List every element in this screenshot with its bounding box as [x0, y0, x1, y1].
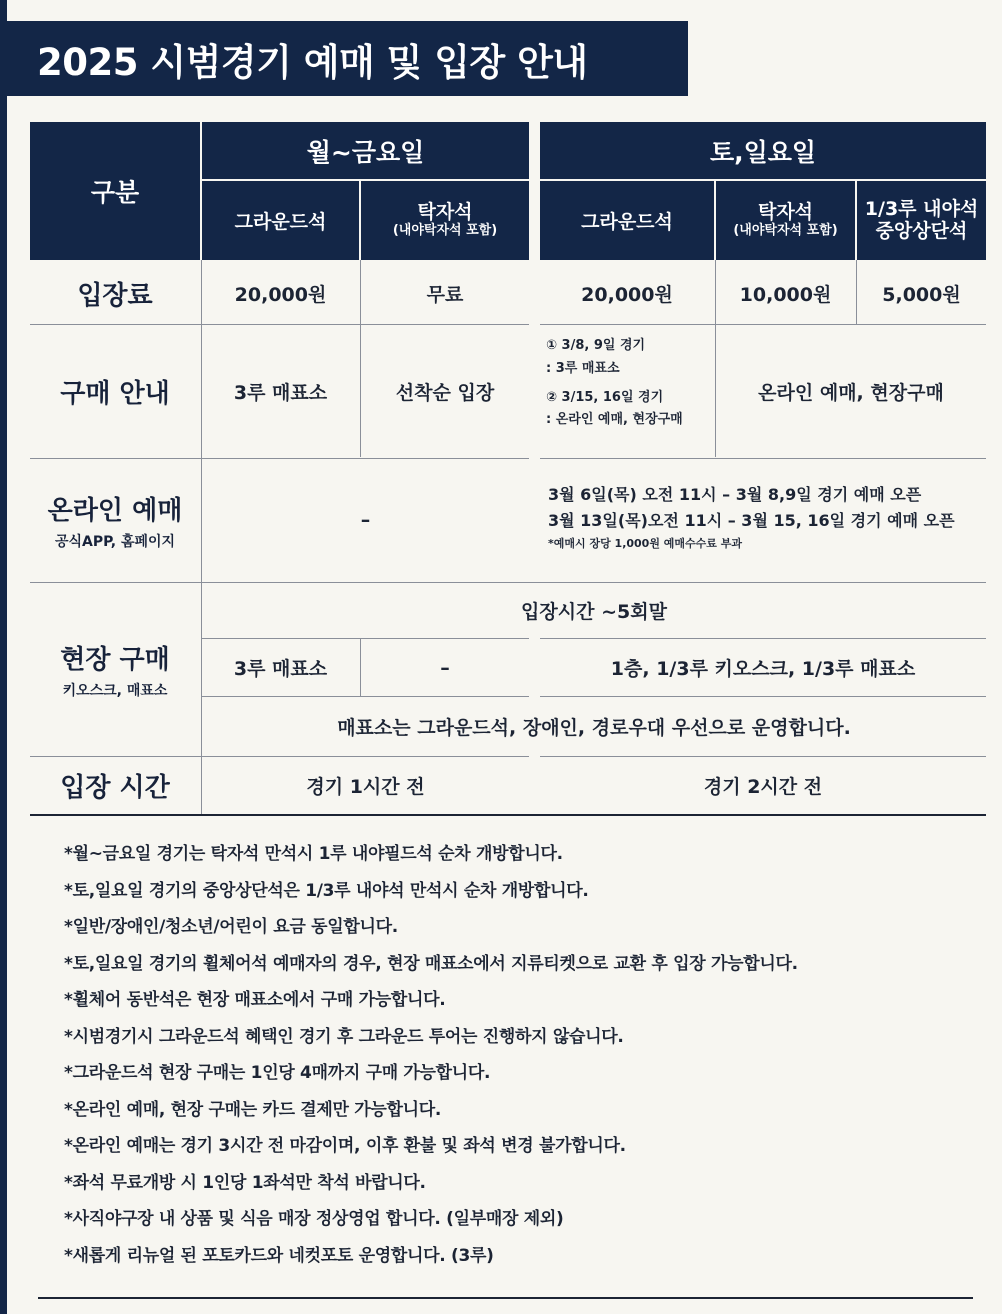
- onsite-time: 입장시간 ~5회말: [521, 601, 667, 623]
- header-weekend-tabja-sub: (내야탁자석 포함): [733, 222, 838, 238]
- fee-weekend-infield: 5,000원: [882, 283, 961, 306]
- purchase-weekday-tabja: 선착순 입장: [395, 381, 495, 404]
- header-weekend-infield: [857, 181, 986, 260]
- note-item: *휠체어 동반석은 현장 매표소에서 구매 가능합니다.: [64, 990, 446, 1010]
- header-weekend-ground: 그라운드석: [540, 181, 714, 260]
- fee-weekday-tabja: 무료: [426, 283, 464, 306]
- onsite-weekend: 1층, 1/3루 키오스크, 1/3루 매표소: [610, 658, 916, 680]
- header-weekday-tabja: [361, 181, 529, 260]
- header-weekday-tabja-sub: (내야탁자석 포함): [392, 222, 498, 238]
- row-divider: [30, 324, 529, 325]
- purchase-weekend-line-1b: : 3루 매표소: [546, 360, 620, 376]
- purchase-weekend-rest: 온라인 예매, 현장구매: [758, 381, 944, 404]
- row-divider: [540, 324, 986, 325]
- entry-weekday: 경기 1시간 전: [306, 776, 425, 798]
- note-item: *토,일요일 경기의 중앙상단석은 1/3루 내야석 만석시 순차 개방합니다.: [64, 880, 589, 901]
- header-weekend-tabja-main: 탁자석: [757, 201, 814, 224]
- col-divider: [360, 639, 361, 696]
- purchase-weekday-ground: 3루 매표소: [233, 381, 328, 404]
- note-item: *토,일요일 경기의 휠체어석 예매자의 경우, 현장 매표소에서 지류티켓으로 교환 후 입장 가능합니다.: [64, 953, 798, 974]
- note-item: *일반/장애인/청소년/어린이 요금 동일합니다.: [64, 917, 398, 937]
- purchase-weekend-line-2b: : 온라인 예매, 현장구매: [546, 412, 683, 428]
- header-weekend: 토,일요일: [540, 122, 986, 179]
- note-item: *좌석 무료개방 시 1인당 1좌석만 착석 바랍니다.: [64, 1172, 426, 1193]
- row-label-onsite-text: 현장 구매: [60, 644, 170, 675]
- row-label-entry-text: 입장 시간: [60, 773, 170, 803]
- row-divider: [30, 756, 529, 757]
- online-weekend-note: *예매시 장당 1,000원 예매수수료 부과: [548, 537, 743, 551]
- header-weekday-ground: 그라운드석: [202, 181, 359, 260]
- col-divider: [360, 260, 361, 457]
- header-weekday-tabja-main: 탁자석: [417, 201, 473, 224]
- online-weekday: –: [360, 509, 371, 531]
- row-divider: [540, 458, 986, 459]
- online-weekend-line2: 3월 13일(목)오전 11시 – 3월 15, 16일 경기 예매 오픈: [548, 510, 955, 530]
- row-divider: [30, 582, 986, 583]
- note-item: *월~금요일 경기는 탁자석 만석시 1루 내야필드석 순차 개방합니다.: [64, 844, 563, 864]
- row-label-onsite-sub: 키오스크, 매표소: [62, 682, 168, 699]
- left-accent-bar: [0, 0, 7, 1314]
- col-divider: [856, 260, 857, 324]
- onsite-weekday-ground: 3루 매표소: [233, 658, 328, 680]
- header-weekend-infield-line2: 중앙상단석: [875, 219, 968, 242]
- fee-weekday-ground: 20,000원: [234, 283, 327, 306]
- row-divider: [540, 696, 986, 697]
- note-item: *온라인 예매, 현장 구매는 카드 결제만 가능합니다.: [64, 1099, 442, 1120]
- header-category: 구분: [30, 122, 200, 260]
- row-label-fee-text: 입장료: [77, 280, 153, 311]
- header-weekend-tabja: [716, 181, 855, 260]
- fee-weekend-ground: 20,000원: [581, 283, 673, 306]
- row-divider: [540, 638, 986, 639]
- notes-list: [64, 836, 964, 1274]
- col-divider: [201, 260, 202, 814]
- row-label-onsite: [30, 583, 200, 755]
- header-weekday: 월~금요일: [202, 122, 529, 179]
- purchase-weekend-line-1a: ① 3/8, 9일 경기: [546, 338, 646, 353]
- fee-weekend-tabja: 10,000원: [739, 283, 832, 306]
- row-divider: [30, 458, 529, 459]
- bottom-divider: [38, 1297, 973, 1299]
- online-weekend: [548, 482, 986, 562]
- row-divider: [540, 756, 986, 757]
- col-divider: [715, 260, 716, 457]
- onsite-priority: 매표소는 그라운드석, 장애인, 경로우대 우선으로 운영합니다.: [337, 716, 851, 739]
- row-divider: [202, 696, 529, 697]
- note-item: *시범경기시 그라운드석 혜택인 경기 후 그라운드 투어는 진행하지 않습니다.: [64, 1026, 624, 1047]
- header-weekend-infield-line1: 1/3루 내야석: [864, 197, 979, 220]
- row-label-purchase: [30, 325, 200, 457]
- row-divider: [202, 638, 529, 639]
- note-item: *새롭게 리뉴얼 된 포토카드와 네컷포토 운영합니다. (3루): [64, 1245, 494, 1266]
- table-bottom-border: [30, 814, 986, 816]
- row-label-purchase-text: 구매 안내: [60, 378, 170, 409]
- note-item: *그라운드석 현장 구매는 1인당 4매까지 구매 가능합니다.: [64, 1063, 491, 1083]
- row-label-fee: [30, 262, 200, 324]
- note-item: *사직야구장 내 상품 및 식음 매장 정상영업 합니다. (일부매장 제외): [64, 1209, 564, 1229]
- row-label-online: [30, 459, 200, 581]
- online-weekend-line1: 3월 6일(목) 오전 11시 – 3월 8,9일 경기 예매 오픈: [548, 485, 922, 504]
- row-label-online-text: 온라인 예매: [47, 495, 183, 526]
- row-label-entry: [30, 757, 200, 814]
- entry-weekend: 경기 2시간 전: [703, 776, 823, 798]
- purchase-weekend-ground: [546, 335, 714, 447]
- purchase-weekend-line-2a: ② 3/15, 16일 경기: [546, 389, 664, 405]
- note-item: *온라인 예매는 경기 3시간 전 마감이며, 이후 환불 및 좌석 변경 불가합니다.: [64, 1136, 626, 1156]
- onsite-weekday-tabja: –: [440, 656, 450, 679]
- row-label-online-sub: 공식APP, 홈페이지: [54, 533, 176, 550]
- page-title: 2025 시범경기 예매 및 입장 안내: [7, 21, 688, 96]
